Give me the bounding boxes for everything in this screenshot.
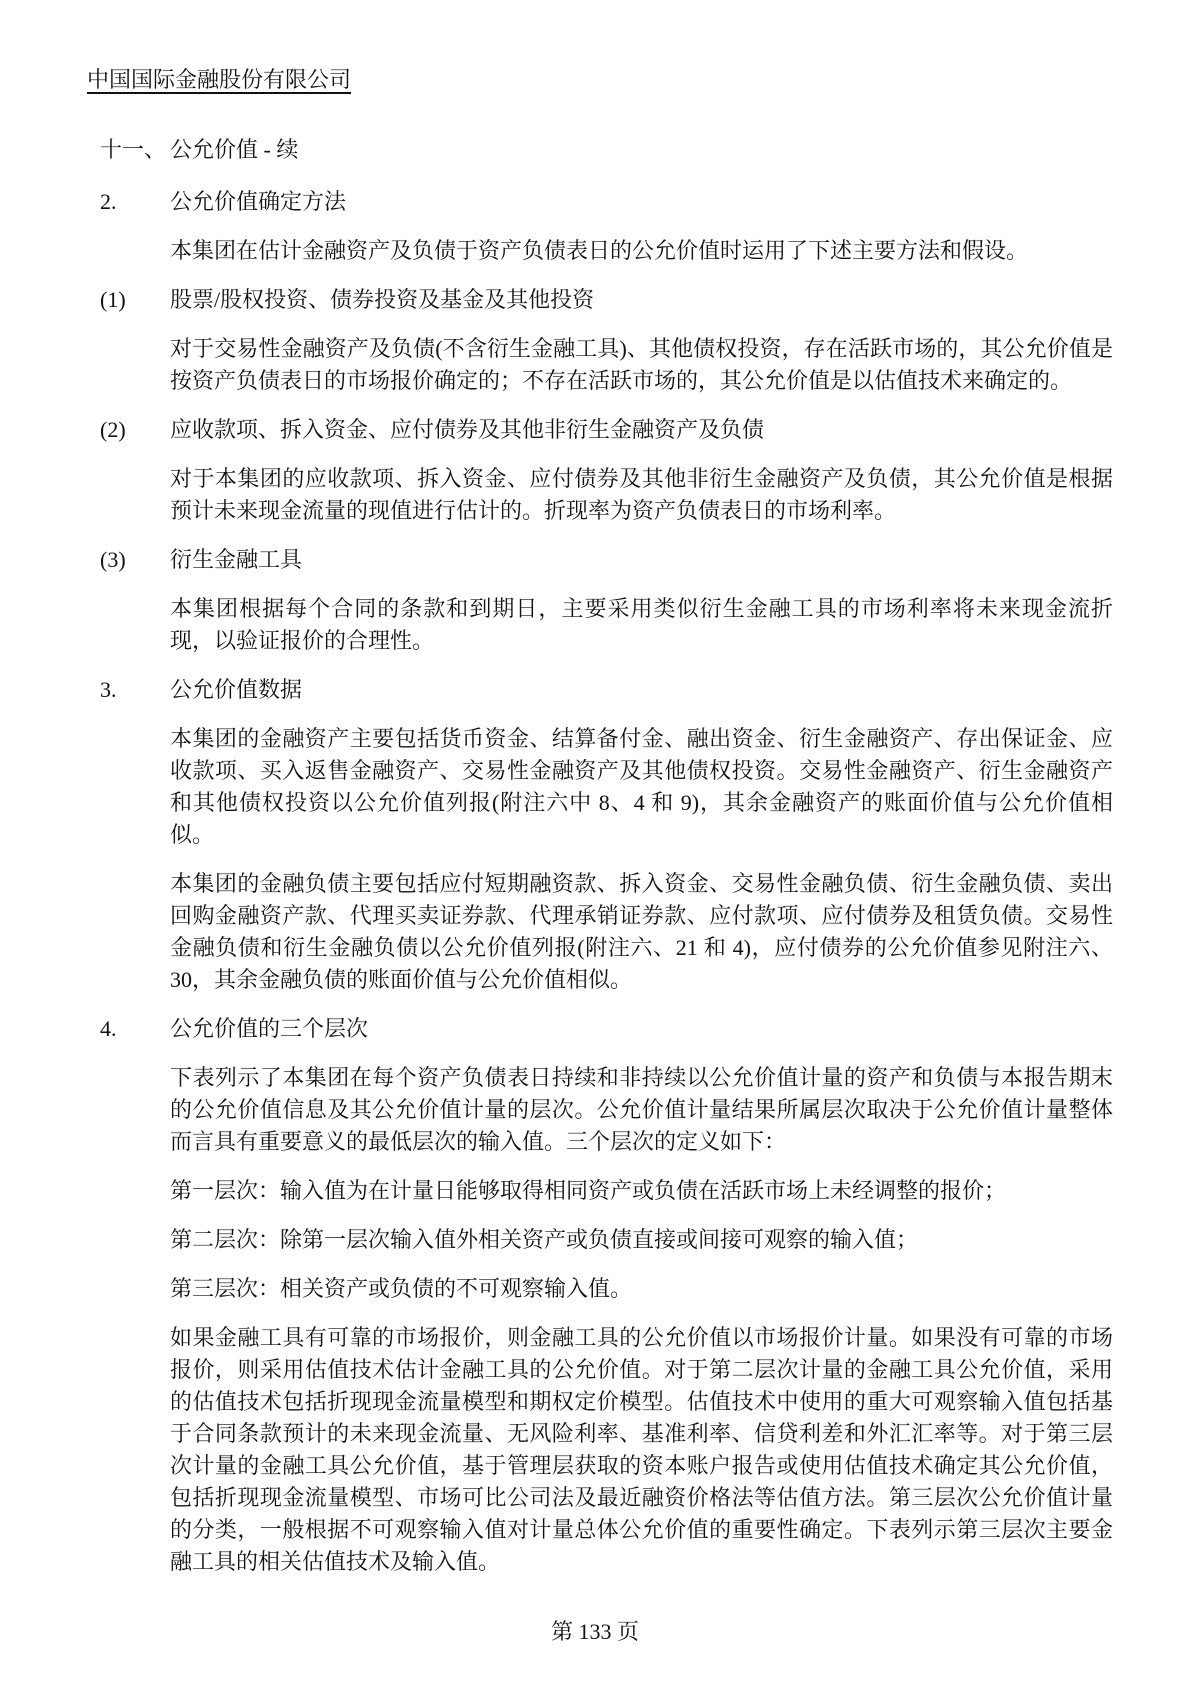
item-number: (1)	[100, 287, 126, 312]
paragraph: 本集团的金融资产主要包括货币资金、结算备付金、融出资金、衍生金融资产、存出保证金、应收款项、买入返售金融资产、交易性金融资产及其他债权投资。交易性金融资产、衍生金融资产和其他债权投资以公允价值列报(附注六中 8、4 和 9)，其余金融资产的账面价值与公允价值相似。	[170, 726, 1113, 847]
section-title: 公允价值 - 续	[170, 137, 299, 162]
item-heading-3	[100, 674, 1190, 706]
paragraph: 对于交易性金融资产及负债(不含衍生金融工具)、其他债权投资，存在活跃市场的，其公允价值是按资产负债表日的市场报价确定的；不存在活跃市场的，其公允价值是以估值技术来确定的。	[170, 336, 1113, 393]
item-heading: 应收款项、拆入资金、应付债券及其他非衍生金融资产及负债	[170, 417, 765, 442]
level-3-definition: 第三层次：相关资产或负债的不可观察输入值。	[170, 1276, 633, 1301]
item-number: 3.	[100, 677, 117, 702]
level-1-definition: 第一层次：输入值为在计量日能够取得相同资产或负债在活跃市场上未经调整的报价；	[170, 1178, 1007, 1203]
item-number: (2)	[100, 417, 126, 442]
item-heading: 公允价值数据	[170, 677, 303, 702]
paragraph: 本集团根据每个合同的条款和到期日，主要采用类似衍生金融工具的市场利率将未来现金流折现，以验证报价的合理性。	[170, 596, 1113, 653]
item-heading-1-sub	[100, 284, 1190, 316]
section-number: 十一、	[100, 137, 167, 162]
paragraph: 本集团在估计金融资产及负债于资产负债表日的公允价值时运用了下述主要方法和假设。	[170, 238, 1029, 263]
paragraph: 对于本集团的应收款项、拆入资金、应付债券及其他非衍生金融资产及负债，其公允价值是根据预计未来现金流量的现值进行估计的。折现率为资产负债表日的市场利率。	[170, 466, 1113, 523]
item-number: 2.	[100, 189, 117, 214]
paragraph: 如果金融工具有可靠的市场报价，则金融工具的公允价值以市场报价计量。如果没有可靠的市场报价，则采用估值技术估计金融工具的公允价值。对于第二层次计量的金融工具公允价值，采用的估值技术包括折现现金流量模型和期权定价模型。估值技术中使用的重大可观察输入值包括基于合同条款预计的未来现金流量、无风险利率、基准利率、信贷利差和外汇汇率等。对于第三层次计量的金融工具公允价值，基于管理层获取的资本账户报告或使用估值技术确定其公允价值，包括折现现金流量模型、市场可比公司法及最近融资价格法等估值方法。第三层次公允价值计量的分类，一般根据不可观察输入值对计量总体公允价值的重要性确定。下表列示第三层次主要金融工具的相关估值技术及输入值。	[170, 1325, 1113, 1574]
item-heading: 公允价值确定方法	[170, 189, 347, 214]
item-number: (3)	[100, 547, 126, 572]
item-heading-4	[100, 1013, 1190, 1045]
item-heading-2-sub	[100, 414, 1190, 446]
section-heading	[100, 134, 1190, 166]
paragraph: 本集团的金融负债主要包括应付短期融资款、拆入资金、交易性金融负债、衍生金融负债、卖出回购金融资产款、代理买卖证券款、代理承销证券款、应付款项、应付债券及租赁负债。交易性金融负债和衍生金融负债以公允价值列报(附注六、21 和 4)，应付债券的公允价值参见附注六、30，其余金融负债的账面价值与公允价值相似。	[170, 871, 1113, 992]
item-heading-2	[100, 186, 1190, 218]
item-heading: 衍生金融工具	[170, 547, 303, 572]
item-heading-3-sub	[100, 544, 1190, 576]
item-heading: 股票/股权投资、债券投资及基金及其他投资	[170, 287, 595, 312]
level-2-definition: 第二层次：除第一层次输入值外相关资产或负债直接或间接可观察的输入值；	[170, 1227, 919, 1252]
item-number: 4.	[100, 1016, 117, 1041]
page-number: 第 133 页	[550, 1619, 639, 1644]
item-heading: 公允价值的三个层次	[170, 1016, 369, 1041]
company-title: 中国国际金融股份有限公司	[87, 67, 352, 92]
paragraph: 下表列示了本集团在每个资产负债表日持续和非持续以公允价值计量的资产和负债与本报告期末的公允价值信息及其公允价值计量的层次。公允价值计量结果所属层次取决于公允价值计量整体而言具有重要意义的最低层次的输入值。三个层次的定义如下：	[170, 1065, 1113, 1154]
